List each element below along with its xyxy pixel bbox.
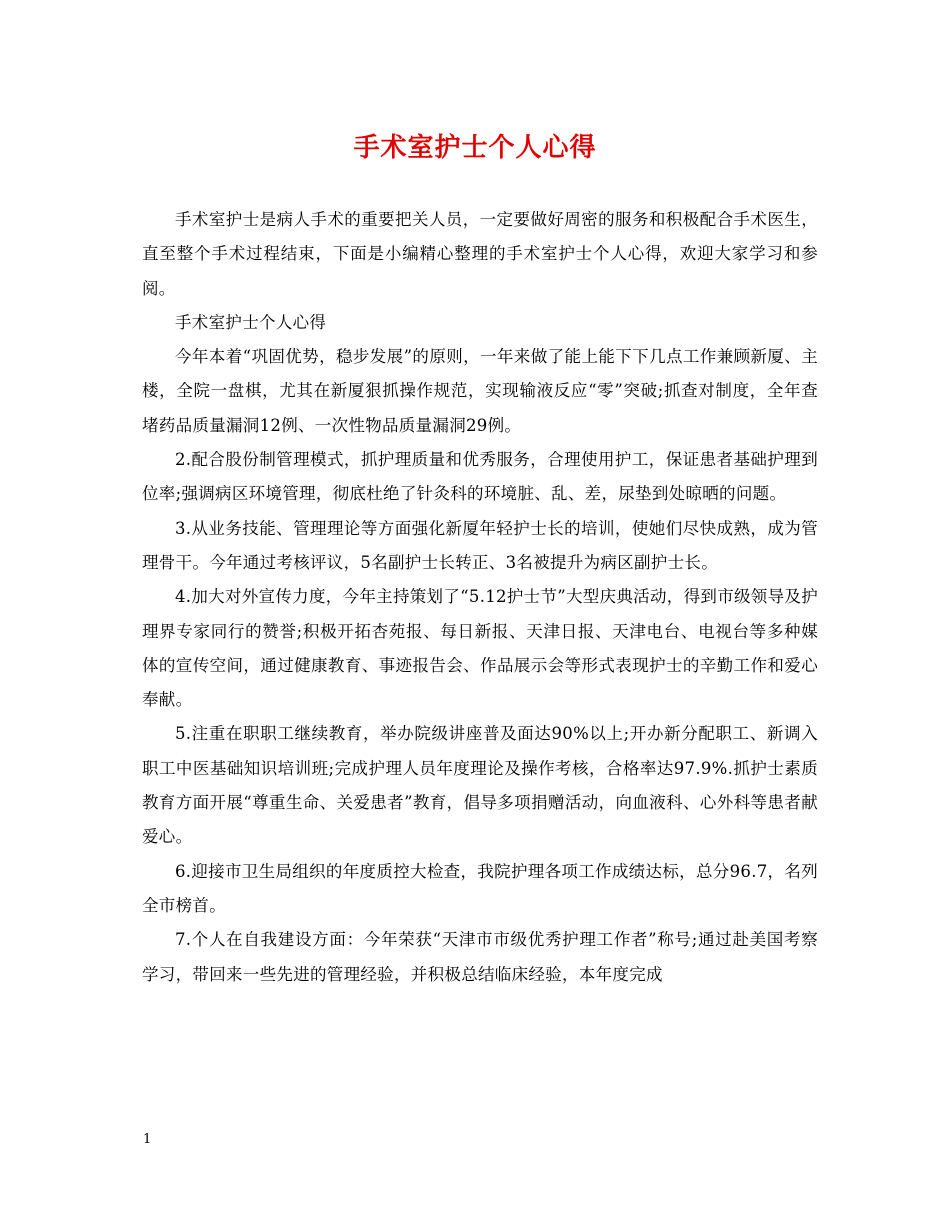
paragraph-7: 7.个人在自我建设方面：今年荣获“天津市市级优秀护理工作者”称号;通过赴美国考察学习，带回来一些先进的管理经验，并积极总结临床经验，本年度完成 — [142, 930, 818, 984]
paragraph-1: 今年本着“巩固优势，稳步发展”的原则，一年来做了能上能下下几点工作兼顾新厦、主楼，全院一盘棋，尤其在新厦狠抓操作规范，实现输液反应“零”突破;抓查对制度，全年查堵药品质量漏洞12例、一次性物品质量漏洞29例。 — [142, 347, 818, 435]
document-body — [142, 203, 818, 992]
paragraph-5: 5.注重在职职工继续教育，举办院级讲座普及面达90%以上;开办新分配职工、新调入职工中医基础知识培训班;完成护理人员年度理论及操作考核，合格率达97.9%.抓护士素质教育方面开展“尊重生命、关爱患者”教育，倡导多项捐赠活动，向血液科、心外科等患者献爱心。 — [142, 724, 818, 847]
paragraph-subheading: 手术室护士个人心得 — [175, 312, 327, 332]
paragraph-6: 6.迎接市卫生局组织的年度质控大检查，我院护理各项工作成绩达标，总分96.7，名列全市榜首。 — [142, 861, 818, 915]
document-title: 手术室护士个人心得 — [353, 133, 597, 163]
paragraph-2: 2.配合股份制管理模式，抓护理质量和优秀服务，合理使用护工，保证患者基础护理到位率;强调病区环境管理，彻底杜绝了针灸科的环境脏、乱、差，尿垫到处晾晒的问题。 — [142, 450, 818, 504]
paragraph-4: 4.加大对外宣传力度，今年主持策划了“5.12护士节”大型庆典活动，得到市级领导及护理界专家同行的赞誉;积极开拓杏苑报、每日新报、天津日报、天津电台、电视台等多种媒体的宣传空间，通过健康教育、事迹报告会、作品展示会等形式表现护士的辛勤工作和爱心奉献。 — [142, 587, 818, 710]
page-number: 1 — [143, 1132, 152, 1147]
paragraph-3: 3.从业务技能、管理理论等方面强化新厦年轻护士长的培训，使她们尽快成熟，成为管理骨干。今年通过考核评议，5名副护士长转正、3名被提升为病区副护士长。 — [142, 518, 818, 572]
paragraph-intro: 手术室护士是病人手术的重要把关人员，一定要做好周密的服务和积极配合手术医生，直至整个手术过程结束，下面是小编精心整理的手术室护士个人心得，欢迎大家学习和参阅。 — [142, 210, 818, 298]
